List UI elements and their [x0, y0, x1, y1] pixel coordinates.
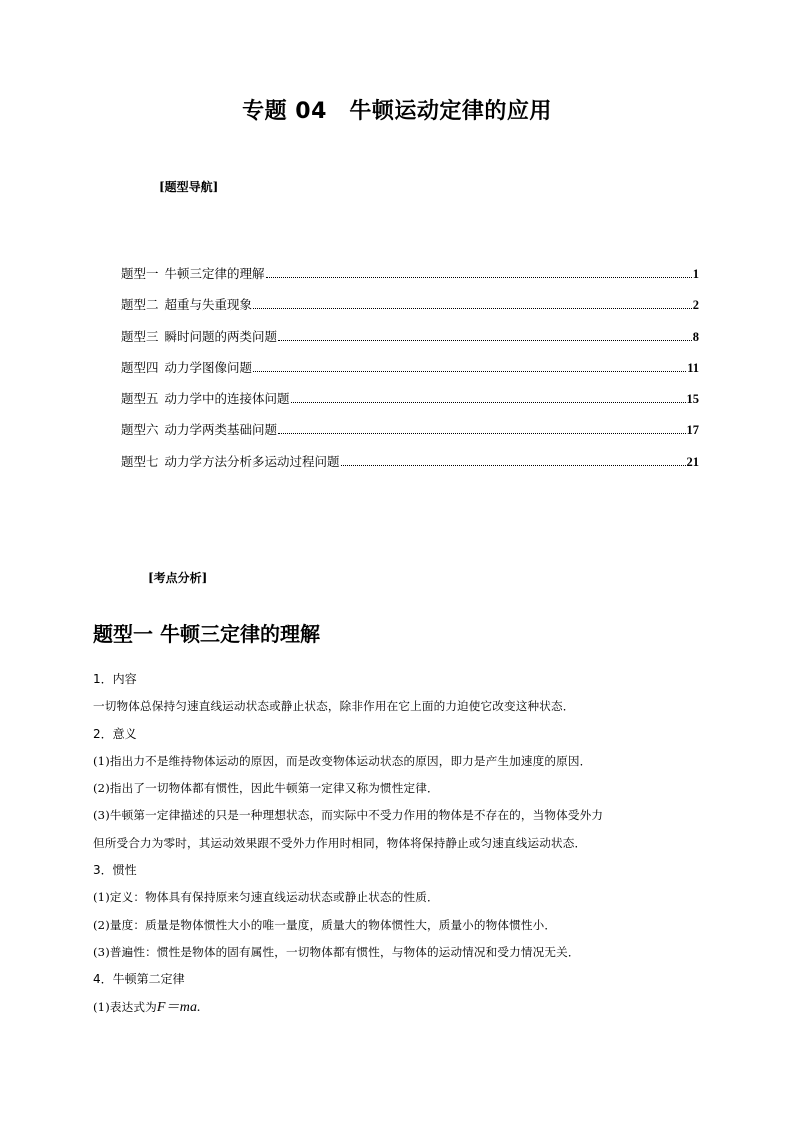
toc-entry-label: 题型三 瞬时问题的两类问题 — [121, 328, 278, 344]
toc-page-number: 21 — [686, 454, 699, 469]
subheading-meaning: 2．意义 — [93, 726, 137, 741]
toc-leader — [291, 401, 686, 403]
toc-entry-label: 题型二 超重与失重现象 — [121, 297, 253, 313]
toc-entry-label: 题型七 动力学方法分析多运动过程问题 — [121, 453, 340, 469]
toc-entry[interactable] — [121, 327, 699, 358]
toc-leader — [278, 339, 692, 341]
toc-page-number: 8 — [692, 329, 699, 344]
toc-leader — [278, 432, 685, 434]
paragraph: (1)定义：物体具有保持原来匀速直线运动状态或静止状态的性质． — [93, 890, 439, 905]
toc-leader — [266, 276, 692, 278]
table-of-contents — [121, 264, 699, 483]
toc-page-number: 1 — [692, 267, 699, 281]
subheading-second-law: 4．牛顿第二定律 — [93, 972, 185, 987]
toc-page-number: 2 — [692, 298, 699, 313]
paragraph: (3)普遍性：惯性是物体的固有属性，一切物体都有惯性，与物体的运动情况和受力情况无关． — [93, 944, 580, 959]
section-content — [93, 666, 705, 1021]
paragraph: 一切物体总保持匀速直线运动状态或静止状态，除非作用在它上面的力迫使它改变这种状态． — [93, 699, 575, 714]
toc-page-number: 11 — [687, 360, 699, 375]
page-title: 专题 04 牛顿运动定律的应用 — [242, 99, 552, 124]
toc-leader — [253, 307, 692, 309]
toc-page-number: 15 — [686, 392, 699, 407]
toc-page-number: 17 — [686, 423, 699, 438]
nav-heading: [题型导航] — [159, 180, 219, 194]
toc-entry[interactable] — [121, 358, 699, 389]
toc-entry-label: 题型四 动力学图像问题 — [121, 359, 253, 375]
toc-entry[interactable] — [121, 452, 699, 483]
paragraph: (2)量度：质量是物体惯性大小的唯一量度，质量大的物体惯性大，质量小的物体惯性小． — [93, 917, 557, 932]
toc-entry-label: 题型六 动力学两类基础问题 — [121, 422, 278, 438]
toc-leader — [253, 370, 686, 372]
toc-entry[interactable] — [121, 389, 699, 420]
formula-prefix: (1)表达式为 — [93, 999, 157, 1014]
toc-entry[interactable] — [121, 264, 699, 295]
toc-entry-label: 题型一 牛顿三定律的理解 — [121, 266, 265, 281]
subheading-inertia: 3．惯性 — [93, 863, 137, 878]
subheading-content: 1．内容 — [93, 672, 137, 686]
section-heading: 题型一 牛顿三定律的理解 — [93, 622, 320, 646]
toc-entry[interactable] — [121, 295, 699, 326]
analysis-heading: [考点分析] — [148, 571, 208, 585]
paragraph: (3)牛顿第一定律描述的只是一种理想状态，而实际中不受力作用的物体是不存在的，当物体受外力 — [93, 808, 604, 823]
paragraph: (2)指出了一切物体都有惯性，因此牛顿第一定律又称为惯性定律． — [93, 781, 439, 796]
paragraph — [93, 994, 705, 1021]
paragraph: (1)指出力不是维持物体运动的原因，而是改变物体运动状态的原因，即力是产生加速度的原因． — [93, 753, 592, 768]
toc-entry[interactable] — [121, 420, 699, 451]
toc-entry-label: 题型五 动力学中的连接体问题 — [121, 391, 290, 407]
paragraph-continuation: 但所受合力为零时，其运动效果跟不受外力作用时相同，物体将保持静止或匀速直线运动状态． — [93, 835, 587, 850]
formula: F＝ma. — [156, 999, 201, 1015]
toc-leader — [341, 464, 686, 466]
